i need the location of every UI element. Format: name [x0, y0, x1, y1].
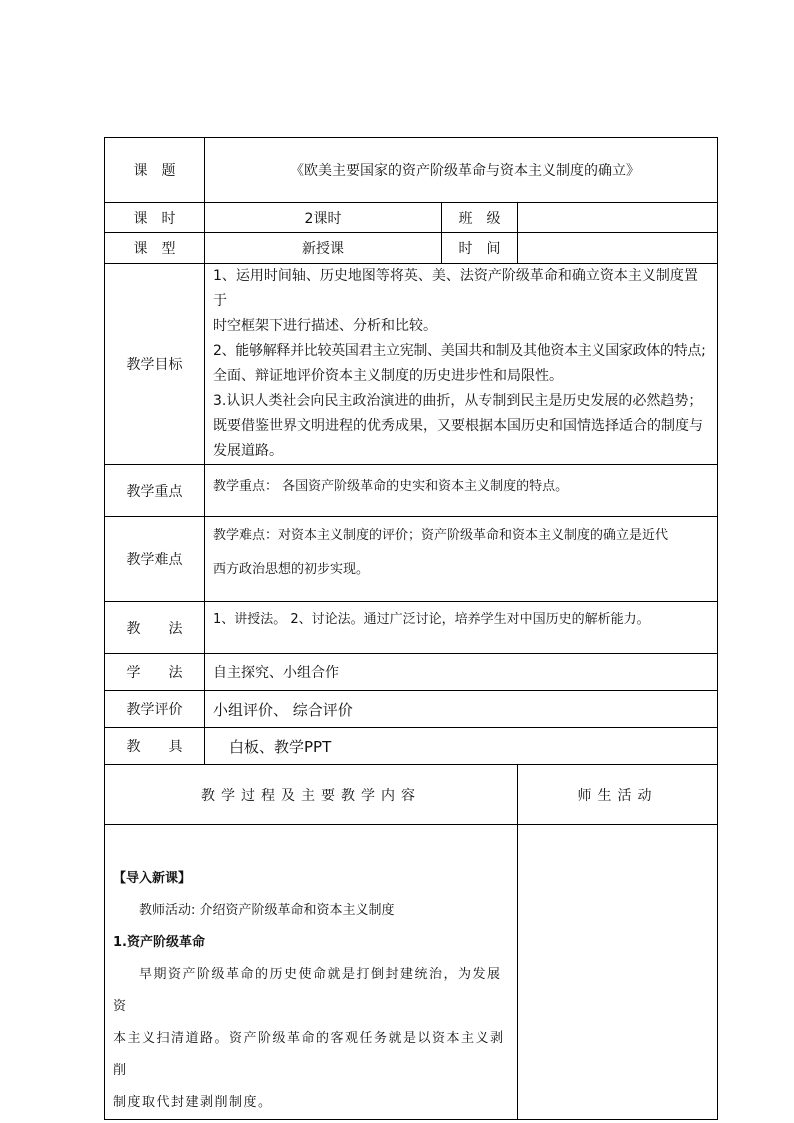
- row-tools: [105, 728, 718, 765]
- time-value: [518, 233, 718, 264]
- time-label: 时 间: [442, 233, 518, 264]
- objective-line: 发展道路。: [213, 443, 283, 459]
- row-learning-method: [105, 654, 718, 691]
- evaluation-label: 教学评价: [105, 691, 205, 728]
- objective-line: 3.认识人类社会向民主政治演进的曲折，从专制到民主是历史发展的必然趋势；: [213, 393, 703, 409]
- course-title: 《欧美主要国家的资产阶级革命与资本主义制度的确立》: [205, 138, 718, 203]
- tools-text: 白板、教学PPT: [205, 728, 718, 765]
- objective-line: 1、运用时间轴、历史地图等将英、美、法资产阶级革命和确立资本主义制度置于: [213, 268, 698, 309]
- class-label: 班 级: [442, 203, 518, 233]
- difficulty-line: 西方政治思想的初步实现。: [213, 562, 370, 577]
- objective-line: 时空框架下进行描述、分析和比较。: [213, 318, 437, 334]
- content-paragraph-line: 早期资产阶级革命的历史使命就是打倒封建统治，为发展资: [113, 967, 502, 1014]
- tools-label: 教 具: [105, 728, 205, 765]
- row-key-points: [105, 465, 718, 517]
- process-content: [105, 825, 518, 1120]
- row-process-content: [105, 825, 718, 1120]
- type-label: 课 型: [105, 233, 205, 264]
- process-header-left: 教学过程及主要教学内容: [105, 765, 518, 825]
- class-value: [518, 203, 718, 233]
- lesson-plan-table: [104, 137, 718, 1120]
- row-hours: [105, 203, 718, 233]
- section-1-heading: 1.资产阶级革命: [113, 935, 205, 950]
- objectives-content: [205, 264, 718, 465]
- teaching-method-text: 1、讲授法。 2、讨论法。通过广泛讨论，培养学生对中国历史的解析能力。: [205, 602, 718, 654]
- process-header-right: 师生活动: [518, 765, 718, 825]
- key-points-label: 教学重点: [105, 465, 205, 517]
- hours-label: 课 时: [105, 203, 205, 233]
- hours-value: 2课时: [205, 203, 442, 233]
- row-process-header: [105, 765, 718, 825]
- row-difficulties: [105, 517, 718, 602]
- evaluation-text: 小组评价、 综合评价: [205, 691, 718, 728]
- objective-line: 既要借鉴世界文明进程的优秀成果，又要根据本国历史和国情选择适合的制度与: [213, 418, 703, 434]
- objective-line: 2、能够解释并比较英国君主立宪制、美国共和制及其他资本主义国家政体的特点;: [213, 343, 706, 359]
- row-teaching-method: [105, 602, 718, 654]
- row-objectives: [105, 264, 718, 465]
- teacher-activity: 教师活动: 介绍资产阶级革命和资本主义制度: [139, 903, 395, 918]
- difficulties-label: 教学难点: [105, 517, 205, 602]
- objective-line: 全面、辩证地评价资本主义制度的历史进步性和局限性。: [213, 368, 563, 384]
- difficulties-content: [205, 517, 718, 602]
- row-type: [105, 233, 718, 264]
- content-paragraph-line: 本主义扫清道路。资产阶级革命的客观任务就是以资本主义剥削: [113, 1031, 505, 1078]
- learning-method-label: 学 法: [105, 654, 205, 691]
- activity-column-cell: [518, 825, 718, 1120]
- key-points-text: 教学重点： 各国资产阶级革命的史实和资本主义制度的特点。: [205, 465, 718, 517]
- learning-method-text: 自主探究、小组合作: [205, 654, 718, 691]
- content-paragraph-line: 制度取代封建剥削制度。: [113, 1095, 273, 1110]
- teaching-method-label: 教 法: [105, 602, 205, 654]
- objectives-label: 教学目标: [105, 264, 205, 465]
- type-value: 新授课: [205, 233, 442, 264]
- course-title-label: 课 题: [105, 138, 205, 203]
- row-course-title: [105, 138, 718, 203]
- section-intro-heading: 【导入新课】: [113, 871, 192, 886]
- difficulty-line: 教学难点：对资本主义制度的评价；资产阶级革命和资本主义制度的确立是近代: [213, 528, 669, 543]
- row-evaluation: [105, 691, 718, 728]
